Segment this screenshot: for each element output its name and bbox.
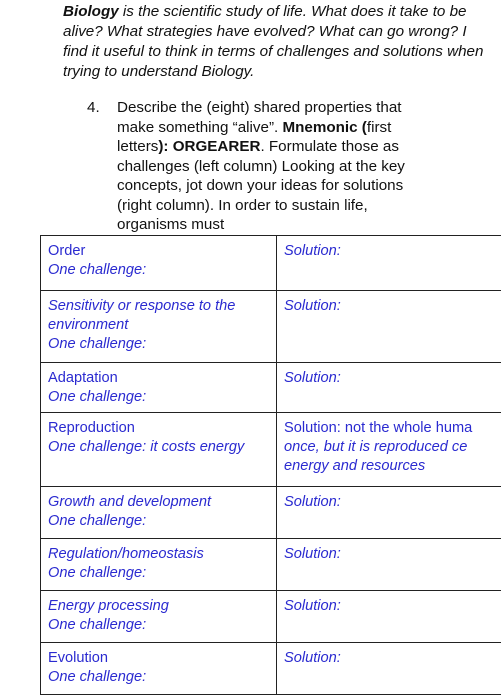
intro-paragraph (63, 2, 493, 82)
question-part3: . Formulate those as challenges (left column) Looking at the key concepts, jot down your ideas for solutions (right column). In order to sustain life, organisms must (117, 138, 405, 233)
question-part1: Describe the (eight) shared properties that make something “alive”. (117, 99, 402, 136)
property-name: Reproduction (48, 420, 135, 436)
table-row (41, 591, 501, 643)
solution-cell[interactable] (277, 539, 501, 591)
solution-text-line: once, but it is reproduced ce (284, 439, 468, 455)
table-row (41, 539, 501, 591)
property-name: Energy processing (48, 598, 169, 614)
question-text (117, 98, 437, 235)
property-name: Evolution (48, 650, 109, 666)
challenge-text: One challenge: (48, 389, 147, 405)
property-cell[interactable] (41, 291, 277, 363)
question-part2: first letters (117, 118, 392, 155)
solution-text: Solution: (284, 494, 341, 510)
solution-cell[interactable] (277, 363, 501, 413)
solution-cell[interactable] (277, 643, 501, 695)
solution-text: Solution: (284, 298, 341, 314)
solution-cell[interactable] (277, 291, 501, 363)
property-name: Order (48, 243, 86, 259)
challenge-text: One challenge: (48, 669, 147, 685)
challenge-text: One challenge: (48, 513, 147, 529)
challenge-text: One challenge: (48, 565, 147, 581)
mnemonic-label: Mnemonic ( (282, 118, 367, 136)
property-name: Adaptation (48, 370, 118, 386)
table-row (41, 236, 501, 291)
question-block (87, 98, 437, 235)
challenge-text: One challenge: (48, 262, 147, 278)
solution-text-line: energy and resources (284, 458, 426, 474)
solution-text: Solution: (284, 370, 341, 386)
solution-cell[interactable] (277, 413, 501, 487)
table-row (41, 413, 501, 487)
question-colon: ): (158, 138, 173, 155)
property-name: Regulation/homeostasis (48, 546, 204, 562)
property-name: Sensitivity or response to the environment (48, 298, 236, 333)
solution-cell[interactable] (277, 591, 501, 643)
property-cell[interactable] (41, 236, 277, 291)
solution-cell[interactable] (277, 487, 501, 539)
solution-text: Solution: not the whole huma (284, 420, 473, 436)
property-cell[interactable] (41, 363, 277, 413)
property-name: Growth and development (48, 494, 212, 510)
property-cell[interactable] (41, 539, 277, 591)
solution-text: Solution: (284, 243, 341, 259)
challenge-text: One challenge: (48, 336, 147, 352)
properties-table (40, 235, 501, 695)
table-row (41, 487, 501, 539)
property-cell[interactable] (41, 413, 277, 487)
intro-bold-word: Biology (63, 3, 119, 20)
solution-text: Solution: (284, 598, 341, 614)
property-cell[interactable] (41, 591, 277, 643)
challenge-text: One challenge: (48, 617, 147, 633)
solution-text: Solution: (284, 650, 341, 666)
mnemonic-word: ORGEARER (172, 138, 261, 155)
table-row (41, 643, 501, 695)
solution-cell[interactable] (277, 236, 501, 291)
question-number: 4. (87, 99, 100, 116)
table-row (41, 363, 501, 413)
table-row (41, 291, 501, 363)
challenge-text: One challenge: it costs energy (48, 439, 245, 455)
property-cell[interactable] (41, 643, 277, 695)
intro-text: is the scientific study of life. What does it take to be alive? What strategies have evolved? What can go wrong? I find it useful to think in terms of challenges and solutions when trying to understand Biology. (63, 3, 484, 80)
solution-text: Solution: (284, 546, 341, 562)
property-cell[interactable] (41, 487, 277, 539)
